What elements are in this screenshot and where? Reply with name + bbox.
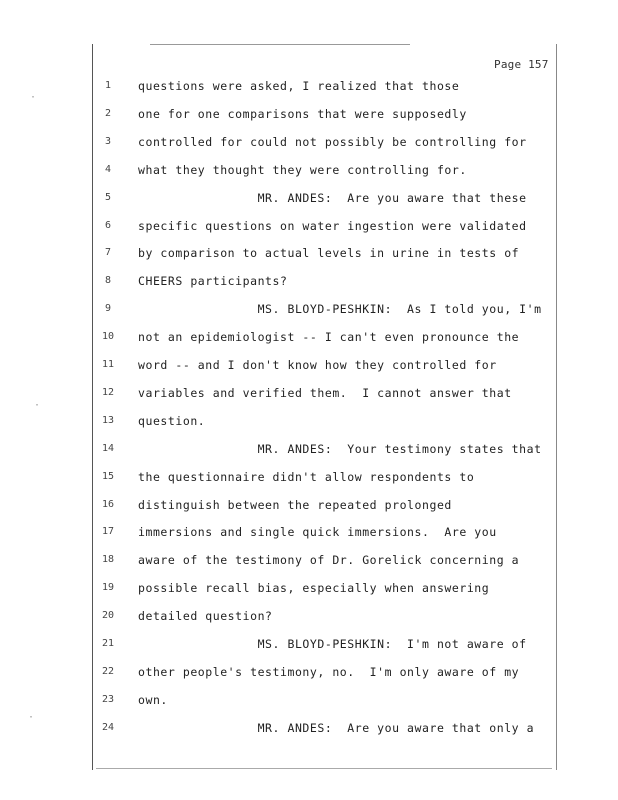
line-number: 9 — [104, 303, 112, 315]
line-number: 21 — [101, 638, 115, 649]
transcript-line: CHEERS participants? — [138, 274, 288, 289]
transcript-line: immersions and single quick immersions. Are you — [138, 525, 497, 540]
transcript-line: questions were asked, I realized that those — [138, 79, 460, 93]
line-number: 11 — [101, 359, 115, 370]
transcript-line: what they thought they were controlling for. — [138, 162, 467, 177]
line-number: 6 — [104, 219, 112, 231]
transcript-line: one for one comparisons that were supposedly — [138, 106, 467, 121]
line-number: 2 — [104, 107, 112, 119]
line-number: 16 — [101, 498, 115, 510]
line-number: 4 — [104, 163, 112, 175]
line-number: 15 — [101, 470, 115, 482]
transcript-line: variables and verified them. I cannot answer that — [138, 385, 512, 400]
scan-speck: · — [28, 712, 35, 723]
transcript-line: aware of the testimony of Dr. Gorelick concerning a — [138, 553, 520, 568]
scan-speck: · — [34, 400, 41, 411]
line-number: 19 — [101, 582, 115, 594]
line-number: 12 — [101, 386, 115, 398]
transcript-line: controlled for could not possibly be controlling for — [138, 134, 527, 149]
transcript-line: MS. BLOYD-PESHKIN: I'm not aware of — [138, 637, 527, 651]
transcript-line: MS. BLOYD-PESHKIN: As I told you, I'm — [138, 302, 542, 317]
scan-speck: · — [30, 92, 37, 103]
page-border-top — [150, 44, 410, 45]
line-number: 10 — [101, 331, 115, 343]
transcript-line: possible recall bias, especially when answering — [138, 581, 490, 596]
line-number: 20 — [101, 610, 115, 622]
transcript-line: word -- and I don't know how they controlled for — [138, 358, 497, 372]
line-number: 5 — [104, 191, 112, 203]
page-border-right — [556, 44, 557, 770]
line-number: 3 — [104, 135, 112, 147]
line-number: 24 — [101, 721, 115, 733]
page-number-label: Page 157 — [494, 58, 549, 71]
transcript-line: not an epidemiologist -- I can't even pronounce the — [138, 330, 520, 345]
page-border-bottom — [96, 768, 552, 769]
transcript-line: the questionnaire didn't allow respondents to — [138, 469, 475, 484]
transcript-line: detailed question? — [138, 609, 273, 624]
transcript-line: MR. ANDES: Are you aware that these — [138, 190, 527, 205]
line-number: 1 — [104, 80, 112, 91]
line-number: 13 — [101, 414, 115, 426]
line-number: 22 — [101, 665, 115, 677]
line-number: 8 — [104, 275, 112, 287]
line-number: 14 — [101, 442, 115, 454]
transcript-line: other people's testimony, no. I'm only aware of my — [138, 664, 520, 679]
transcript-line: MR. ANDES: Are you aware that only a — [138, 720, 535, 735]
page-border-left — [92, 44, 93, 770]
line-number: 17 — [101, 526, 115, 538]
transcript-line: distinguish between the repeated prolonged — [138, 497, 452, 512]
transcript-line: by comparison to actual levels in urine in tests of — [138, 246, 520, 261]
transcript-line: MR. ANDES: Your testimony states that — [138, 441, 542, 456]
line-number: 23 — [101, 693, 115, 705]
transcript-line: own. — [138, 692, 168, 707]
transcript-line: question. — [138, 413, 206, 428]
line-number: 7 — [104, 247, 112, 259]
transcript-line: specific questions on water ingestion were validated — [138, 218, 527, 233]
line-number: 18 — [101, 554, 115, 566]
